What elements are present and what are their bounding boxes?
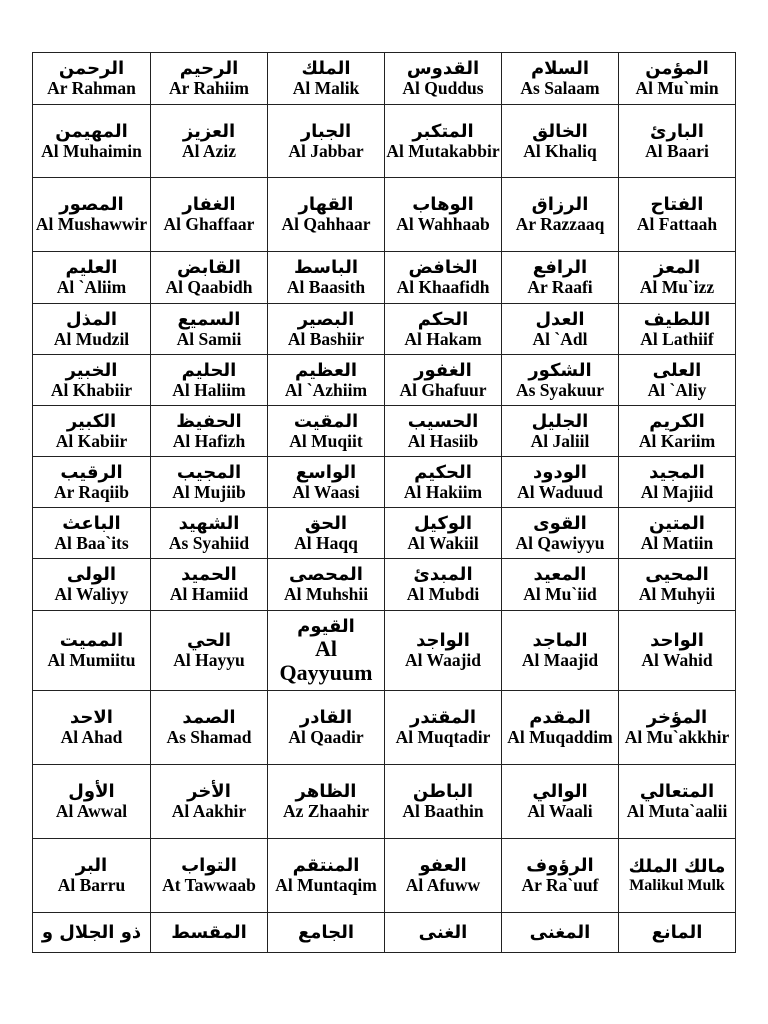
latin-transliteration: Al Quddus bbox=[402, 78, 484, 98]
latin-transliteration: Al Fattaah bbox=[636, 214, 718, 234]
latin-transliteration: As Syakuur bbox=[515, 379, 605, 400]
arabic-name: الحميد bbox=[181, 564, 237, 585]
name-cell bbox=[151, 304, 268, 355]
latin-transliteration: Al Haliim bbox=[172, 379, 246, 400]
arabic-name: الحكم bbox=[417, 308, 469, 330]
name-cell bbox=[619, 304, 736, 355]
table-row bbox=[33, 913, 736, 953]
name-cell bbox=[151, 406, 268, 457]
name-cell bbox=[619, 913, 736, 953]
table-row bbox=[33, 105, 736, 178]
name-cell bbox=[385, 839, 502, 913]
arabic-name: الاحد bbox=[70, 707, 113, 728]
arabic-name: الواحد bbox=[650, 630, 704, 651]
latin-transliteration: Al Wakiil bbox=[407, 532, 479, 553]
arabic-name: الأخر bbox=[187, 781, 231, 802]
name-cell bbox=[151, 839, 268, 913]
name-cell bbox=[33, 457, 151, 508]
latin-transliteration: Al Ghaffaar bbox=[163, 214, 255, 234]
arabic-name: الرحيم bbox=[179, 58, 239, 79]
name-cell bbox=[268, 178, 385, 252]
arabic-name: الخالق bbox=[532, 120, 588, 142]
latin-transliteration: Al Baasith bbox=[286, 277, 366, 297]
name-cell bbox=[619, 765, 736, 839]
latin-transliteration: Ar Ra`uuf bbox=[521, 875, 599, 895]
arabic-name: المجيد bbox=[649, 461, 705, 483]
name-cell bbox=[385, 406, 502, 457]
arabic-name: البصير bbox=[297, 308, 355, 330]
name-cell bbox=[385, 304, 502, 355]
table-body bbox=[33, 53, 736, 953]
name-cell bbox=[502, 611, 619, 691]
arabic-name: الرزاق bbox=[531, 194, 589, 215]
latin-transliteration: Al Qahhaar bbox=[281, 214, 371, 234]
latin-transliteration: Al Hayyu bbox=[173, 650, 245, 670]
name-cell bbox=[268, 765, 385, 839]
arabic-name: الواجد bbox=[416, 630, 470, 651]
table-row bbox=[33, 765, 736, 839]
arabic-name: البارئ bbox=[650, 120, 704, 142]
arabic-name: المتكبر bbox=[412, 120, 474, 142]
name-cell bbox=[385, 508, 502, 559]
arabic-name: الوكيل bbox=[413, 512, 473, 534]
arabic-name: ذو الجلال و bbox=[41, 921, 142, 943]
latin-transliteration: Al Matiin bbox=[640, 532, 714, 553]
latin-transliteration: Ar Rahman bbox=[47, 78, 136, 98]
arabic-name: الغنى bbox=[418, 921, 468, 943]
name-cell bbox=[33, 355, 151, 406]
latin-transliteration: Al Wahid bbox=[641, 650, 713, 670]
latin-transliteration: Al Muhyii bbox=[638, 584, 716, 604]
latin-transliteration: Al Khaliq bbox=[523, 140, 597, 161]
name-cell bbox=[151, 355, 268, 406]
name-cell bbox=[502, 765, 619, 839]
name-cell bbox=[33, 53, 151, 105]
arabic-name: المتعالي bbox=[639, 781, 715, 802]
latin-transliteration: Al Haqq bbox=[294, 532, 358, 553]
arabic-name: المقيت bbox=[293, 410, 359, 432]
latin-transliteration: Al Baari bbox=[645, 140, 709, 161]
latin-transliteration: Al Hamiid bbox=[169, 584, 249, 604]
arabic-name: الرقيب bbox=[60, 461, 123, 483]
latin-transliteration: Al Aziz bbox=[182, 140, 236, 161]
latin-transliteration: Al Majiid bbox=[640, 481, 714, 502]
latin-transliteration: Al Muhaimin bbox=[41, 140, 142, 161]
arabic-name: الفتاح bbox=[650, 194, 704, 215]
arabic-name: المجيب bbox=[176, 461, 242, 483]
name-cell bbox=[385, 105, 502, 178]
arabic-name: الغفور bbox=[414, 359, 472, 381]
arabic-name: التواب bbox=[181, 855, 237, 876]
arabic-name: مالك الملك bbox=[628, 855, 726, 877]
latin-transliteration: Al Hakiim bbox=[403, 481, 483, 502]
arabic-name: الجليل bbox=[531, 410, 589, 432]
name-cell bbox=[385, 178, 502, 252]
name-cell bbox=[268, 839, 385, 913]
latin-transliteration: Al Mu`iid bbox=[523, 584, 597, 604]
table-row bbox=[33, 406, 736, 457]
latin-transliteration: Al Ahad bbox=[60, 727, 123, 747]
arabic-name: الحليم bbox=[181, 359, 237, 381]
arabic-name: الباطن bbox=[412, 781, 474, 802]
latin-transliteration: Al Muqaddim bbox=[507, 727, 613, 747]
latin-transliteration: Al Mu`akkhir bbox=[624, 727, 730, 747]
latin-transliteration: Al Jaliil bbox=[530, 430, 590, 451]
arabic-name: المبدئ bbox=[413, 564, 473, 585]
arabic-name: البر bbox=[75, 855, 108, 876]
latin-transliteration: Al Waliyy bbox=[54, 584, 129, 604]
asmaul-husna-table bbox=[32, 52, 736, 953]
name-cell bbox=[619, 611, 736, 691]
latin-transliteration: Al Waduud bbox=[517, 481, 603, 502]
name-cell bbox=[151, 611, 268, 691]
latin-transliteration: Al Jabbar bbox=[288, 140, 364, 161]
name-cell bbox=[151, 913, 268, 953]
latin-transliteration: Al Aakhir bbox=[171, 801, 247, 821]
latin-transliteration: Al Waajid bbox=[404, 650, 481, 670]
arabic-name: الواسع bbox=[295, 461, 357, 483]
arabic-name: القيوم bbox=[297, 615, 355, 637]
name-cell bbox=[502, 53, 619, 105]
name-cell bbox=[619, 252, 736, 304]
latin-transliteration: Al Baa`its bbox=[54, 532, 129, 553]
table-row bbox=[33, 355, 736, 406]
latin-transliteration: Al `Azhiim bbox=[284, 379, 368, 400]
arabic-name: الغفار bbox=[182, 194, 236, 215]
latin-transliteration: Al Afuww bbox=[405, 875, 481, 895]
name-cell bbox=[268, 913, 385, 953]
latin-transliteration: Ar Raafi bbox=[527, 277, 593, 297]
arabic-name: الحسيب bbox=[407, 410, 479, 432]
name-cell bbox=[151, 691, 268, 765]
table-row bbox=[33, 304, 736, 355]
latin-transliteration: Al Mutakabbir bbox=[386, 140, 500, 161]
arabic-name: المقسط bbox=[171, 921, 247, 943]
name-cell bbox=[385, 457, 502, 508]
arabic-name: السميع bbox=[177, 308, 241, 330]
name-cell bbox=[33, 252, 151, 304]
arabic-name: العلى bbox=[652, 359, 702, 381]
arabic-name: العظيم bbox=[294, 359, 358, 381]
name-cell bbox=[151, 457, 268, 508]
latin-transliteration: Malikul Mulk bbox=[629, 876, 725, 894]
name-cell bbox=[385, 691, 502, 765]
name-cell bbox=[33, 611, 151, 691]
arabic-name: الرافع bbox=[532, 257, 588, 278]
arabic-name: الكبير bbox=[66, 410, 117, 432]
latin-transliteration: Al Lathiif bbox=[640, 328, 714, 349]
name-cell bbox=[385, 252, 502, 304]
name-cell bbox=[502, 304, 619, 355]
name-cell bbox=[33, 508, 151, 559]
table-row bbox=[33, 559, 736, 611]
arabic-name: المقدم bbox=[529, 707, 591, 728]
arabic-name: المميت bbox=[59, 630, 124, 651]
arabic-name: الودود bbox=[533, 461, 587, 483]
latin-transliteration: Al Mu`izz bbox=[639, 277, 715, 297]
latin-transliteration: Al Mujiib bbox=[172, 481, 246, 502]
name-cell bbox=[268, 406, 385, 457]
arabic-name: الحكيم bbox=[414, 461, 472, 483]
arabic-name: الصمد bbox=[182, 707, 236, 728]
name-cell bbox=[268, 559, 385, 611]
name-cell bbox=[619, 457, 736, 508]
latin-transliteration: Al Hafizh bbox=[172, 430, 246, 451]
latin-transliteration: Al Mubdi bbox=[406, 584, 480, 604]
latin-transliteration: Al Waasi bbox=[292, 481, 360, 502]
latin-transliteration: Al `Aliy bbox=[647, 379, 707, 400]
arabic-name: القدوس bbox=[406, 58, 480, 79]
latin-transliteration: Az Zhaahir bbox=[282, 801, 370, 821]
name-cell bbox=[268, 304, 385, 355]
table-row bbox=[33, 252, 736, 304]
arabic-name: الماجد bbox=[532, 630, 588, 651]
name-cell bbox=[151, 105, 268, 178]
arabic-name: العفو bbox=[419, 855, 467, 876]
latin-transliteration: Al Mushawwir bbox=[35, 214, 148, 234]
name-cell bbox=[151, 53, 268, 105]
arabic-name: المذل bbox=[65, 308, 117, 330]
arabic-name: الباعث bbox=[62, 512, 121, 534]
latin-transliteration: Al Qayyuum bbox=[279, 635, 373, 685]
name-cell bbox=[502, 457, 619, 508]
name-cell bbox=[33, 913, 151, 953]
name-cell bbox=[502, 178, 619, 252]
arabic-name: الوهاب bbox=[412, 194, 474, 215]
arabic-name: الوالي bbox=[532, 781, 588, 802]
arabic-name: الكريم bbox=[649, 410, 705, 432]
arabic-name: الخافض bbox=[408, 257, 478, 278]
name-cell bbox=[151, 765, 268, 839]
latin-transliteration: Al Barru bbox=[57, 875, 126, 895]
latin-transliteration: Ar Rahiim bbox=[169, 78, 249, 98]
name-cell bbox=[502, 559, 619, 611]
arabic-name: المحيى bbox=[645, 564, 709, 585]
arabic-name: الخبير bbox=[65, 359, 118, 381]
latin-transliteration: Al Qaabidh bbox=[165, 277, 253, 297]
latin-transliteration: Al Hasiib bbox=[407, 430, 479, 451]
name-cell bbox=[385, 611, 502, 691]
name-cell bbox=[151, 178, 268, 252]
arabic-name: المغنى bbox=[529, 921, 591, 943]
latin-transliteration: Ar Razzaaq bbox=[515, 214, 605, 234]
latin-transliteration: Al Waali bbox=[527, 801, 593, 821]
latin-transliteration: At Tawwaab bbox=[162, 875, 256, 895]
name-cell bbox=[268, 457, 385, 508]
arabic-name: الشكور bbox=[528, 359, 592, 381]
arabic-name: المتين bbox=[649, 512, 705, 534]
name-cell bbox=[502, 839, 619, 913]
name-cell bbox=[151, 559, 268, 611]
name-cell bbox=[33, 406, 151, 457]
name-cell bbox=[268, 508, 385, 559]
arabic-name: الجامع bbox=[297, 921, 355, 943]
name-cell bbox=[268, 53, 385, 105]
arabic-name: الولى bbox=[66, 564, 117, 585]
name-cell bbox=[502, 252, 619, 304]
arabic-name: الظاهر bbox=[295, 781, 357, 802]
arabic-name: المعيد bbox=[533, 564, 587, 585]
name-cell bbox=[385, 913, 502, 953]
name-cell bbox=[619, 508, 736, 559]
name-cell bbox=[502, 355, 619, 406]
latin-transliteration: Al Kariim bbox=[638, 430, 716, 451]
name-cell bbox=[619, 406, 736, 457]
name-cell bbox=[385, 765, 502, 839]
table-row bbox=[33, 839, 736, 913]
latin-transliteration: Al Mumiitu bbox=[47, 650, 136, 670]
name-cell bbox=[151, 508, 268, 559]
name-cell bbox=[619, 355, 736, 406]
name-cell bbox=[502, 913, 619, 953]
name-cell bbox=[502, 105, 619, 178]
arabic-name: السلام bbox=[530, 58, 590, 79]
latin-transliteration: Al `Adl bbox=[532, 328, 588, 349]
name-cell bbox=[151, 252, 268, 304]
arabic-name: الجبار bbox=[300, 120, 352, 142]
name-cell bbox=[502, 691, 619, 765]
arabic-name: المؤخر bbox=[646, 707, 708, 728]
latin-transliteration: Al Khaafidh bbox=[396, 277, 490, 297]
arabic-name: الحي bbox=[186, 630, 232, 651]
latin-transliteration: As Shamad bbox=[166, 727, 252, 747]
arabic-name: المصور bbox=[59, 194, 124, 215]
arabic-name: القوى bbox=[533, 512, 587, 534]
latin-transliteration: Al Ghafuur bbox=[399, 379, 487, 400]
name-cell bbox=[33, 559, 151, 611]
arabic-name: العدل bbox=[535, 308, 585, 330]
latin-transliteration: Al Mudzil bbox=[53, 328, 130, 349]
latin-transliteration: As Salaam bbox=[520, 78, 600, 98]
arabic-name: المنتقم bbox=[292, 855, 360, 876]
arabic-name: الملك bbox=[301, 58, 351, 79]
table-row bbox=[33, 178, 736, 252]
name-cell bbox=[268, 252, 385, 304]
arabic-name: المعز bbox=[653, 257, 701, 278]
arabic-name: القابض bbox=[177, 257, 241, 278]
arabic-name: المحصى bbox=[289, 564, 363, 585]
name-cell bbox=[619, 105, 736, 178]
name-cell bbox=[268, 611, 385, 691]
latin-transliteration: Al Samii bbox=[176, 328, 242, 349]
arabic-name: الشهيد bbox=[178, 512, 240, 534]
latin-transliteration: Al Maajid bbox=[521, 650, 599, 670]
latin-transliteration: Al Kabiir bbox=[55, 430, 128, 451]
arabic-name: القادر bbox=[299, 707, 353, 728]
name-cell bbox=[385, 53, 502, 105]
arabic-name: الباسط bbox=[293, 257, 358, 278]
name-cell bbox=[33, 691, 151, 765]
latin-transliteration: Al Muhshii bbox=[283, 584, 369, 604]
latin-transliteration: Al Wahhaab bbox=[396, 214, 490, 234]
name-cell bbox=[502, 406, 619, 457]
arabic-name: القهار bbox=[298, 194, 354, 215]
latin-transliteration: Al Malik bbox=[292, 78, 360, 98]
latin-transliteration: As Syahiid bbox=[168, 532, 250, 553]
latin-transliteration: Al Muqtadir bbox=[395, 727, 491, 747]
name-cell bbox=[385, 355, 502, 406]
latin-transliteration: Al Awwal bbox=[55, 801, 128, 821]
arabic-name: الرحمن bbox=[58, 58, 125, 79]
table-row bbox=[33, 691, 736, 765]
table-row bbox=[33, 611, 736, 691]
name-cell bbox=[33, 178, 151, 252]
name-cell bbox=[619, 178, 736, 252]
name-cell bbox=[268, 105, 385, 178]
arabic-name: الرؤوف bbox=[526, 855, 594, 876]
arabic-name: العليم bbox=[65, 257, 118, 278]
latin-transliteration: Al Muntaqim bbox=[275, 875, 377, 895]
latin-transliteration: Al Qawiyyu bbox=[515, 532, 605, 553]
latin-transliteration: Al Hakam bbox=[404, 328, 482, 349]
name-cell bbox=[33, 105, 151, 178]
arabic-name: اللطيف bbox=[643, 308, 711, 330]
latin-transliteration: Al Qaadir bbox=[288, 727, 364, 747]
name-cell bbox=[33, 839, 151, 913]
name-cell bbox=[33, 304, 151, 355]
arabic-name: المهيمن bbox=[55, 120, 128, 142]
arabic-name: المؤمن bbox=[645, 58, 709, 79]
name-cell bbox=[619, 53, 736, 105]
latin-transliteration: Al Muta`aalii bbox=[626, 801, 728, 821]
latin-transliteration: Al Mu`min bbox=[635, 78, 719, 98]
name-cell bbox=[268, 355, 385, 406]
table-row bbox=[33, 457, 736, 508]
latin-transliteration: Al Baathin bbox=[402, 801, 484, 821]
name-cell bbox=[502, 508, 619, 559]
name-cell bbox=[619, 559, 736, 611]
latin-transliteration: Al `Aliim bbox=[56, 277, 127, 297]
latin-transliteration: Al Khabiir bbox=[50, 379, 133, 400]
name-cell bbox=[619, 839, 736, 913]
arabic-name: الأول bbox=[68, 781, 115, 802]
arabic-name: الحفيظ bbox=[176, 410, 242, 432]
latin-transliteration: Ar Raqiib bbox=[53, 481, 130, 502]
name-cell bbox=[33, 765, 151, 839]
table-row bbox=[33, 508, 736, 559]
arabic-name: الحق bbox=[304, 512, 348, 534]
arabic-name: العزيز bbox=[182, 120, 236, 142]
name-cell bbox=[385, 559, 502, 611]
name-cell bbox=[268, 691, 385, 765]
name-cell bbox=[619, 691, 736, 765]
latin-transliteration: Al Muqiit bbox=[289, 430, 363, 451]
table-row bbox=[33, 53, 736, 105]
arabic-name: المانع bbox=[651, 921, 703, 943]
latin-transliteration: Al Bashiir bbox=[287, 328, 365, 349]
arabic-name: المقتدر bbox=[409, 707, 477, 728]
